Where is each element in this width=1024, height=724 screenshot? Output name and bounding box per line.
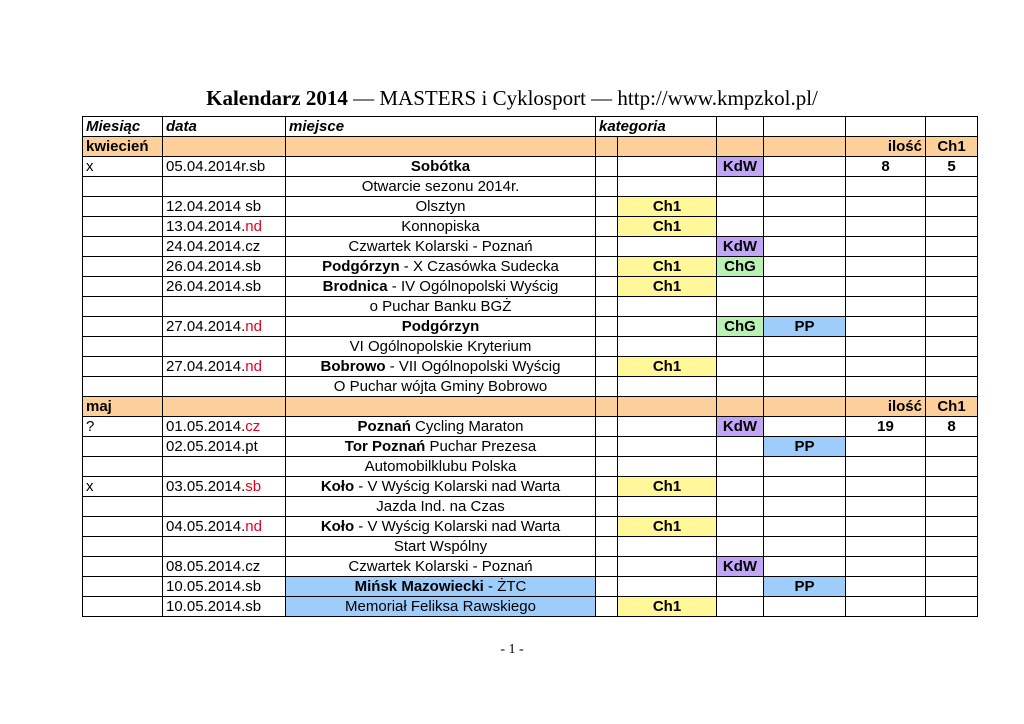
place: Otwarcie sezonu 2014r.	[286, 177, 596, 197]
place: Konnopiska	[286, 217, 596, 237]
cat-label: Ch1	[926, 397, 978, 417]
place: Poznań Cycling Maraton	[286, 417, 596, 437]
date: 27.04.2014.nd	[163, 317, 286, 337]
mark: x	[83, 157, 163, 177]
count-value: 19	[846, 417, 926, 437]
kdw-badge: KdW	[717, 157, 764, 177]
ch1-badge: Ch1	[618, 517, 717, 537]
place: Memoriał Feliksa Rawskiego	[286, 597, 596, 617]
table-row	[83, 577, 978, 597]
header-miesiac: Miesiąc	[83, 117, 163, 137]
kdw-badge: KdW	[717, 417, 764, 437]
place: Automobilklubu Polska	[286, 457, 596, 477]
table-row	[83, 357, 978, 377]
table-row	[83, 537, 978, 557]
month-name: maj	[83, 397, 163, 417]
date: 26.04.2014.sb	[163, 277, 286, 297]
place: Podgórzyn	[286, 317, 596, 337]
place: Czwartek Kolarski - Poznań	[286, 557, 596, 577]
place: Olsztyn	[286, 197, 596, 217]
table-row	[83, 497, 978, 517]
date: 01.05.2014.cz	[163, 417, 286, 437]
ch1-badge: Ch1	[618, 357, 717, 377]
table-row	[83, 277, 978, 297]
document-title	[0, 84, 1024, 112]
count-value: 8	[846, 157, 926, 177]
table-row	[83, 197, 978, 217]
pp-badge: PP	[764, 317, 846, 337]
table-row	[83, 237, 978, 257]
place: Brodnica - IV Ogólnopolski Wyścig	[286, 277, 596, 297]
title-main: Kalendarz 2014	[206, 86, 348, 110]
date: 13.04.2014.nd	[163, 217, 286, 237]
date: 02.05.2014.pt	[163, 437, 286, 457]
header-miejsce: miejsce	[286, 117, 596, 137]
place: Jazda Ind. na Czas	[286, 497, 596, 517]
table-row	[83, 317, 978, 337]
table-row	[83, 477, 978, 497]
table-row	[83, 437, 978, 457]
place: Start Wspólny	[286, 537, 596, 557]
ch1-badge: Ch1	[618, 597, 717, 617]
month-row-may	[83, 397, 978, 417]
table-row	[83, 377, 978, 397]
count-label: ilość	[846, 137, 926, 157]
table-row	[83, 557, 978, 577]
place: Podgórzyn - X Czasówka Sudecka	[286, 257, 596, 277]
place: o Puchar Banku BGŻ	[286, 297, 596, 317]
table-row	[83, 517, 978, 537]
header-data: data	[163, 117, 286, 137]
table-row	[83, 157, 978, 177]
table-row	[83, 337, 978, 357]
table-row	[83, 417, 978, 437]
place: O Puchar wójta Gminy Bobrowo	[286, 377, 596, 397]
title-rest: — MASTERS i Cyklosport — http://www.kmpzkol.pl/	[347, 86, 818, 110]
header-kategoria: kategoria	[596, 117, 717, 137]
ch1-badge: Ch1	[618, 217, 717, 237]
cat-count-value: 5	[926, 157, 978, 177]
table-row	[83, 177, 978, 197]
page-number: - 1 -	[500, 642, 524, 657]
date: 12.04.2014 sb	[163, 197, 286, 217]
pp-badge: PP	[764, 577, 846, 597]
month-row-april	[83, 137, 978, 157]
kdw-badge: KdW	[717, 237, 764, 257]
table-row	[83, 257, 978, 277]
place: Koło - V Wyścig Kolarski nad Warta	[286, 477, 596, 497]
ch1-badge: Ch1	[618, 477, 717, 497]
place: VI Ogólnopolskie Kryterium	[286, 337, 596, 357]
cat-label: Ch1	[926, 137, 978, 157]
month-name: kwiecień	[83, 137, 163, 157]
place: Czwartek Kolarski - Poznań	[286, 237, 596, 257]
table-row	[83, 597, 978, 617]
place: Koło - V Wyścig Kolarski nad Warta	[286, 517, 596, 537]
table-row	[83, 297, 978, 317]
date: 10.05.2014.sb	[163, 597, 286, 617]
chg-badge: ChG	[717, 317, 764, 337]
date: 04.05.2014.nd	[163, 517, 286, 537]
date: 24.04.2014.cz	[163, 237, 286, 257]
calendar-table	[82, 116, 978, 617]
table-row	[83, 217, 978, 237]
ch1-badge: Ch1	[618, 277, 717, 297]
mark: ?	[83, 417, 163, 437]
place: Tor Poznań Puchar Prezesa	[286, 437, 596, 457]
date: 10.05.2014.sb	[163, 577, 286, 597]
date: 26.04.2014.sb	[163, 257, 286, 277]
date: 03.05.2014.sb	[163, 477, 286, 497]
ch1-badge: Ch1	[618, 197, 717, 217]
table-row	[83, 457, 978, 477]
pp-badge: PP	[764, 437, 846, 457]
date: 27.04.2014.nd	[163, 357, 286, 377]
place: Sobótka	[286, 157, 596, 177]
kdw-badge: KdW	[717, 557, 764, 577]
cat-count-value: 8	[926, 417, 978, 437]
ch1-badge: Ch1	[618, 257, 717, 277]
place: Bobrowo - VII Ogólnopolski Wyścig	[286, 357, 596, 377]
mark: x	[83, 477, 163, 497]
chg-badge: ChG	[717, 257, 764, 277]
header-row	[83, 117, 978, 137]
count-label: ilość	[846, 397, 926, 417]
date: 08.05.2014.cz	[163, 557, 286, 577]
place: Mińsk Mazowiecki - ŻTC	[286, 577, 596, 597]
date: 05.04.2014r.sb	[163, 157, 286, 177]
